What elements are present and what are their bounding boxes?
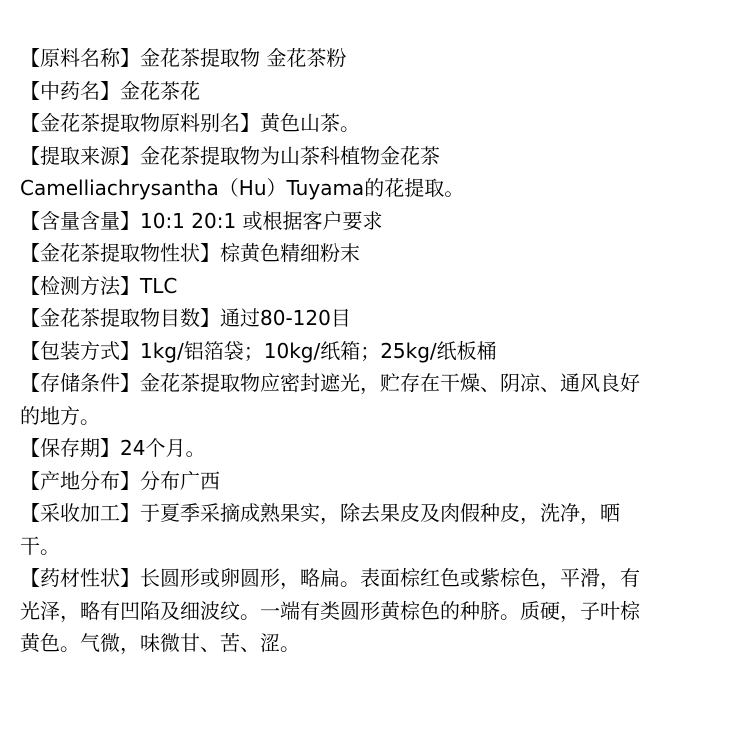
text-line-harvest: 【采收加工】于夏季采摘成熟果实，除去果皮及肉假种皮，洗净，晒 — [20, 501, 620, 525]
product-spec-document — [20, 42, 720, 660]
text-line-storage: 【存储条件】金花茶提取物应密封遮光，贮存在干燥、阴凉、通风良好 — [20, 371, 640, 395]
text-line-test-method: 【检测方法】TLC — [20, 273, 178, 298]
text-line-content: 【含量含量】10:1 20:1 或根据客户要求 — [20, 208, 383, 233]
text-line-appearance: 【金花茶提取物性状】棕黄色精细粉末 — [20, 241, 360, 265]
text-line-characteristics-cont-2: 黄色。气微，味微甘、苦、涩。 — [20, 631, 300, 655]
text-line-shelf-life: 【保存期】24个月。 — [20, 436, 206, 460]
text-line-extraction-source: 【提取来源】金花茶提取物为山茶科植物金花茶 — [20, 143, 440, 168]
text-line-packaging: 【包装方式】1kg/铝箔袋；10kg/纸箱；25kg/纸板桶 — [20, 338, 497, 363]
text-line-extraction-source-cont: Camelliachrysantha（Hu）Tuyama的花提取。 — [20, 176, 465, 200]
text-line-raw-material-name: 【原料名称】金花茶提取物 金花茶粉 — [20, 46, 347, 70]
text-line-mesh: 【金花茶提取物目数】通过80-120目 — [20, 306, 351, 330]
text-line-harvest-cont: 干。 — [20, 533, 60, 558]
text-line-herb-name: 【中药名】金花茶花 — [20, 78, 200, 103]
text-line-characteristics: 【药材性状】长圆形或卵圆形，略扁。表面棕红色或紫棕色，平滑，有 — [20, 566, 640, 590]
text-line-characteristics-cont-1: 光泽，略有凹陷及细波纹。一端有类圆形黄棕色的种脐。质硬，子叶棕 — [20, 598, 640, 623]
text-line-storage-cont: 的地方。 — [20, 403, 100, 428]
text-line-alias: 【金花茶提取物原料别名】黄色山茶。 — [20, 111, 360, 135]
text-line-origin: 【产地分布】分布广西 — [20, 468, 220, 493]
